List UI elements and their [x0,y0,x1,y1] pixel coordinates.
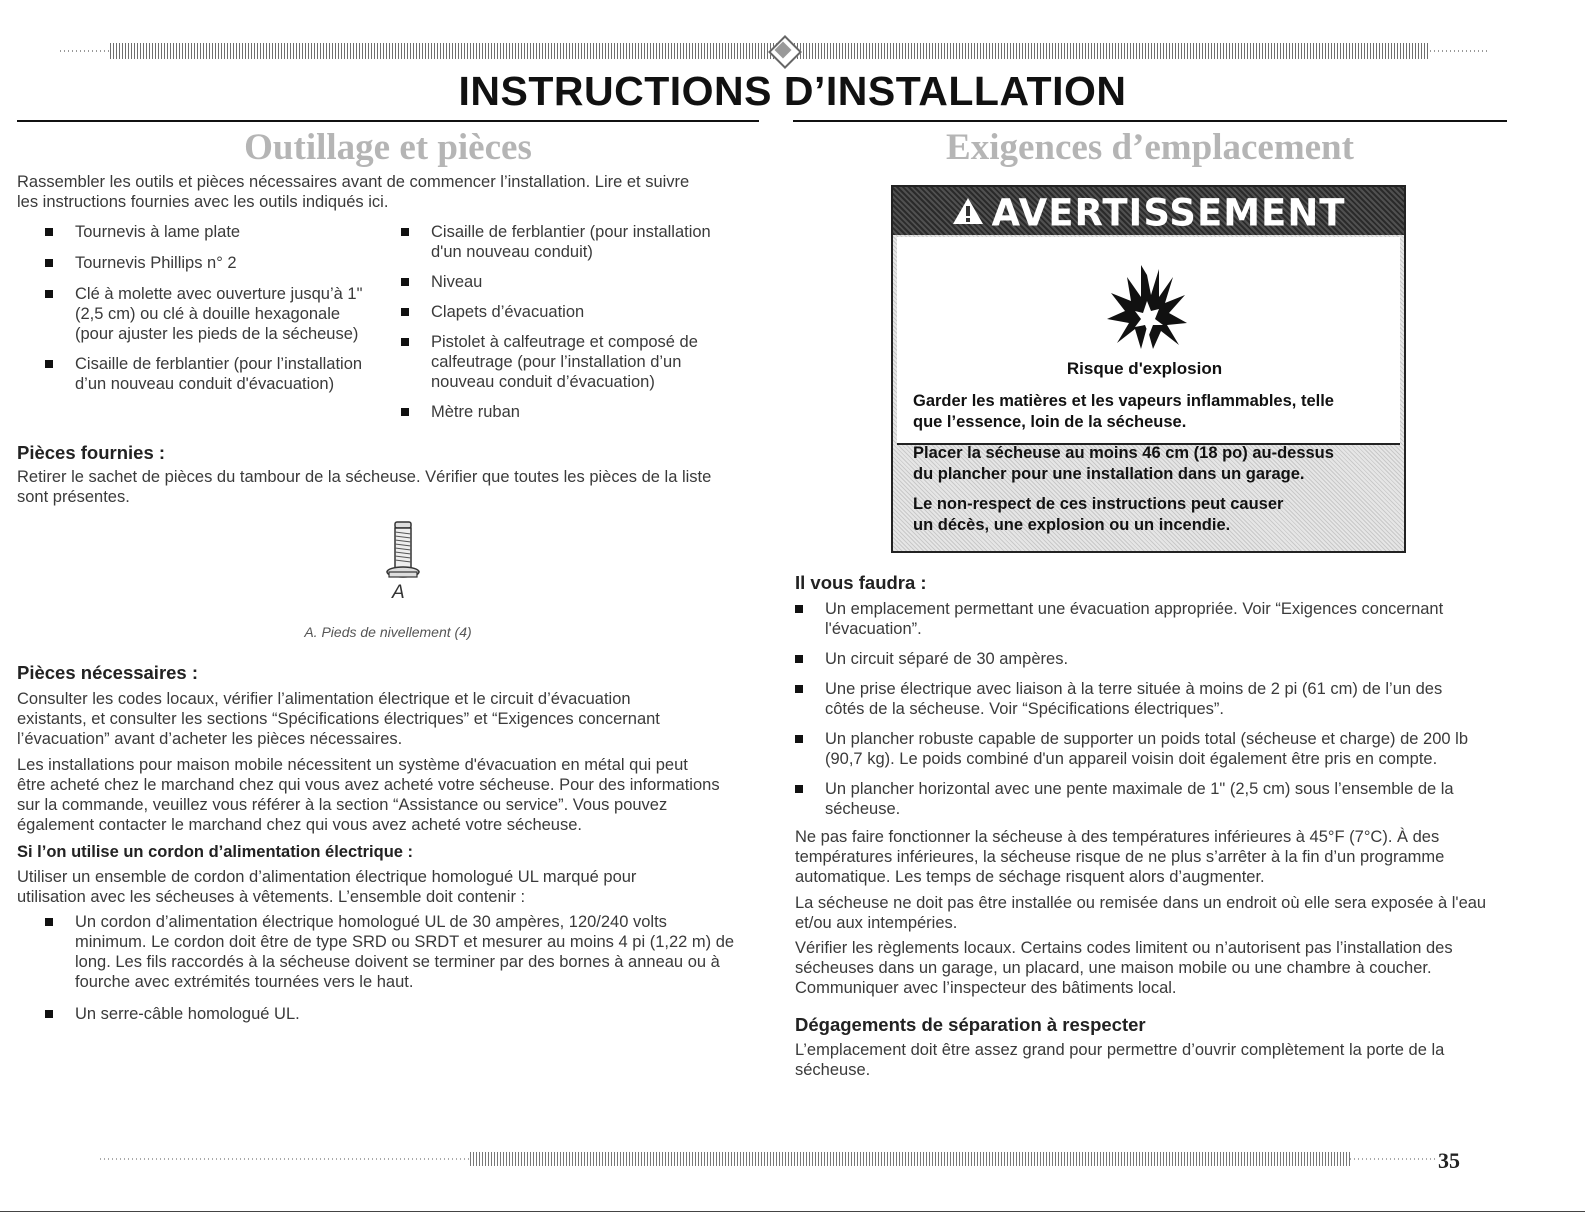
requirements-heading: Il vous faudra : [795,572,927,593]
warning-paragraph-3: Le non-respect de ces instructions peut causer un décès, une explosion ou un incendie. [913,495,1284,534]
list-item: Cisaille de ferblantier (pour l’installation d’un nouveau conduit d'évacuation) [45,354,390,394]
parts-supplied-heading: Pièces fournies : [17,442,166,463]
warning-triangle-icon [951,189,985,239]
warning-paragraph-1: Garder les matières et les vapeurs inflammables, telle que l’essence, loin de la sécheuse. [913,392,1334,431]
list-item: Un emplacement permettant une évacuation appropriée. Voir “Exigences concernant l'évacuation”. [795,599,1505,639]
warning-paragraph-2: Placer la sécheuse au moins 46 cm (18 po) au-dessus du plancher pour une installation dans un garage. [913,444,1334,483]
figure-letter: A [392,582,405,603]
list-item: Un serre-câble homologué UL. [45,1004,760,1024]
list-item: Cisaille de ferblantier (pour installation d'un nouveau conduit) [401,222,751,262]
bottom-decorative-band [470,1152,1350,1166]
exposure-paragraph: La sécheuse ne doit pas être installée ou remisée dans un endroit où elle sera exposée à l'eau et/ou aux intempéries. [795,894,1487,932]
power-cord-paragraph: Utiliser un ensemble de cordon d’alimentation électrique homologué UL marqué pour utilisation avec les sécheuses à vêtements. L’ensemble doit contenir : [17,868,637,906]
figure-caption: A. Pieds de nivellement (4) [304,624,472,640]
mobile-home-paragraph: Les installations pour maison mobile nécessitent un système d'évacuation en métal qui peut être acheté chez le marchand chez qui vous avez acheté votre sécheuse. Pour des informations sur la commande, veuillez vous référer à la section “Assistance ou service”. Vous pouvez également contacter le marchand chez qui vous avez acheté votre sécheuse. [17,756,720,834]
temperature-paragraph: Ne pas faire fonctionner la sécheuse à des températures inférieures à 45°F (7°C). À des températures inférieures, la sécheuse risque de ne plus s’arrêter à la fin d’un programme automatique. Les temps de séchage risquent alors d’augmenter. [795,828,1445,886]
bottom-rule [0,1211,1585,1212]
list-item: Un circuit séparé de 30 ampères. [795,649,1505,669]
list-item: Mètre ruban [401,402,751,422]
tools-section-title: Outillage et pièces [244,127,532,168]
parts-needed-heading: Pièces nécessaires : [17,662,199,683]
list-item: Pistolet à calfeutrage et composé de calfeutrage (pour l’installation d’un nouveau conduit d’évacuation) [401,332,751,392]
list-item: Un plancher horizontal avec une pente maximale de 1" (2,5 cm) sous l’ensemble de la sécheuse. [795,779,1505,819]
requirements-list [795,599,1505,819]
right-column-rule [793,120,1507,122]
list-item: Tournevis à lame plate [45,222,390,242]
power-cord-heading: Si l’on utilise un cordon d’alimentation électrique : [17,843,414,861]
list-item: Un cordon d’alimentation électrique homologué UL de 30 ampères, 120/240 volts minimum. Le cordon doit être de type SRD ou SRDT et mesurer au moins 4 pi (1,22 m) de long. Les fils raccordés à la sécheuse doivent se terminer par des bornes à anneau ou à fourche avec extrémités tournées vers le haut. [45,912,760,992]
page-title: INSTRUCTIONS D’INSTALLATION [458,68,1127,114]
location-section-title: Exigences d’emplacement [946,127,1354,168]
power-cord-list [45,912,760,1024]
warning-title: Risque d'explosion [1066,359,1223,378]
tools-intro [17,172,757,212]
clearance-paragraph: L’emplacement doit être assez grand pour permettre d’ouvrir complètement la porte de la sécheuse. [795,1041,1445,1079]
local-codes-paragraph: Vérifier les règlements locaux. Certains codes limitent ou n’autorisent pas l’installation des sécheuses dans un garage, un placard, une maison mobile ou une chambre à coucher. Communiquer avec l’inspecteur des bâtiments local. [795,939,1453,997]
leveling-foot-icon [385,520,421,582]
parts-needed-paragraph: Consulter les codes locaux, vérifier l’alimentation électrique et le circuit d’évacuation existants, et consulter les sections “Spécifications électriques” et “Exigences concernant l’évacuation” avant d’acheter les pièces nécessaires. [17,690,660,748]
clearance-heading: Dégagements de séparation à respecter [795,1014,1146,1035]
list-item: Niveau [401,272,751,292]
tools-intro-line: les instructions fournies avec les outils indiqués ici. [17,193,389,211]
list-item: Tournevis Phillips n° 2 [45,253,390,273]
list-item: Une prise électrique avec liaison à la terre située à moins de 2 pi (61 cm) de l’un des côtés de la sécheuse. Voir “Spécifications électriques”. [795,679,1505,719]
bottom-band-dots-left [100,1158,470,1160]
left-column-rule [17,120,759,122]
warning-header-label: AVERTISSEMENT [991,191,1346,235]
tools-list-col1 [45,222,390,394]
warning-box [891,185,1406,553]
bottom-band-dots-right [1350,1158,1435,1160]
tools-list-col2 [401,222,751,422]
tools-intro-line: Rassembler les outils et pièces nécessaires avant de commencer l’installation. Lire et suivre [17,173,690,191]
top-band-dots-right [1430,50,1490,52]
list-item: Clé à molette avec ouverture jusqu’à 1" (2,5 cm) ou clé à douille hexagonale (pour ajuster les pieds de la sécheuse) [45,284,390,344]
list-item: Clapets d’évacuation [401,302,751,322]
page-number: 35 [1438,1148,1460,1173]
parts-supplied-text: Retirer le sachet de pièces du tambour de la sécheuse. Vérifier que toutes les pièces de la liste sont présentes. [17,468,712,506]
list-item: Un plancher robuste capable de supporter un poids total (sécheuse et charge) de 200 lb (90,7 kg). Le poids combiné d'un appareil voisin doit également être pris en compte. [795,729,1505,769]
warning-header [893,187,1404,235]
top-band-dots-left [60,50,110,52]
explosion-icon [1107,265,1187,351]
